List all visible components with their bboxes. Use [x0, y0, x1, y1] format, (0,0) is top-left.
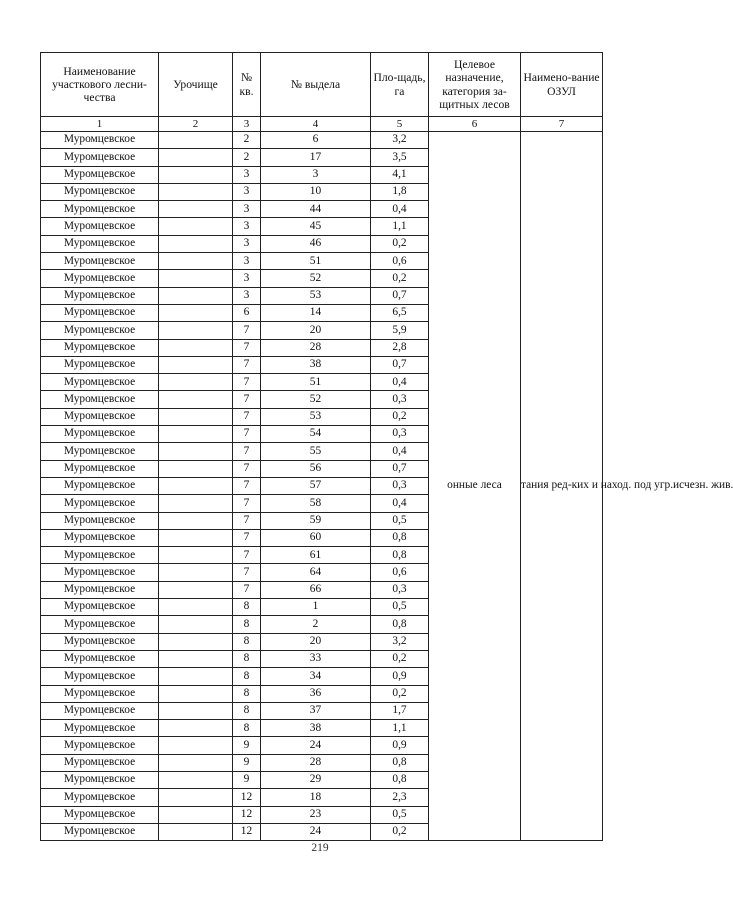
area-cell: 0,8	[371, 529, 429, 546]
quarter-cell: 7	[233, 443, 261, 460]
tract-cell	[159, 529, 233, 546]
quarter-cell: 8	[233, 720, 261, 737]
forestry-name-cell: Муромцевское	[41, 754, 159, 771]
allotment-cell: 46	[261, 235, 371, 252]
column-number: 2	[159, 117, 233, 132]
tract-cell	[159, 668, 233, 685]
quarter-cell: 3	[233, 218, 261, 235]
tract-cell	[159, 477, 233, 494]
forestry-name-cell: Муромцевское	[41, 460, 159, 477]
quarter-cell: 7	[233, 529, 261, 546]
allotment-cell: 36	[261, 685, 371, 702]
header-forestry-name: Наименование участкового лесни-чества	[41, 53, 159, 117]
area-cell: 0,8	[371, 616, 429, 633]
quarter-cell: 9	[233, 737, 261, 754]
allotment-cell: 51	[261, 374, 371, 391]
area-cell: 0,2	[371, 685, 429, 702]
quarter-cell: 8	[233, 599, 261, 616]
allotment-cell: 10	[261, 183, 371, 200]
allotment-cell: 24	[261, 823, 371, 840]
forestry-name-cell: Муромцевское	[41, 633, 159, 650]
quarter-cell: 8	[233, 668, 261, 685]
forestry-name-cell: Муромцевское	[41, 339, 159, 356]
tract-cell	[159, 547, 233, 564]
area-cell: 1,7	[371, 702, 429, 719]
allotment-cell: 53	[261, 287, 371, 304]
forestry-name-cell: Муромцевское	[41, 408, 159, 425]
tract-cell	[159, 339, 233, 356]
allotment-cell: 34	[261, 668, 371, 685]
column-number: 3	[233, 117, 261, 132]
quarter-cell: 2	[233, 132, 261, 149]
tract-cell	[159, 616, 233, 633]
quarter-cell: 7	[233, 460, 261, 477]
area-cell: 0,9	[371, 668, 429, 685]
table-row	[41, 132, 603, 149]
allotment-cell: 18	[261, 789, 371, 806]
allotment-cell: 64	[261, 564, 371, 581]
area-cell: 0,4	[371, 495, 429, 512]
forest-plots-table	[40, 52, 733, 841]
forestry-name-cell: Муромцевское	[41, 668, 159, 685]
forestry-name-cell: Муромцевское	[41, 564, 159, 581]
allotment-cell: 20	[261, 322, 371, 339]
allotment-cell: 38	[261, 720, 371, 737]
tract-cell	[159, 737, 233, 754]
quarter-cell: 8	[233, 650, 261, 667]
quarter-cell: 3	[233, 166, 261, 183]
tract-cell	[159, 426, 233, 443]
area-cell: 3,5	[371, 149, 429, 166]
area-cell: 0,6	[371, 253, 429, 270]
allotment-cell: 17	[261, 149, 371, 166]
tract-cell	[159, 564, 233, 581]
tract-cell	[159, 235, 233, 252]
tract-cell	[159, 512, 233, 529]
forestry-name-cell: Муромцевское	[41, 477, 159, 494]
forestry-name-cell: Муромцевское	[41, 201, 159, 218]
area-cell: 0,4	[371, 201, 429, 218]
forestry-name-cell: Муромцевское	[41, 287, 159, 304]
tract-cell	[159, 443, 233, 460]
header-allotment-number: № выдела	[261, 53, 371, 117]
forestry-name-cell: Муромцевское	[41, 789, 159, 806]
area-cell: 0,2	[371, 235, 429, 252]
area-cell: 0,3	[371, 477, 429, 494]
area-cell: 0,3	[371, 581, 429, 598]
tract-cell	[159, 702, 233, 719]
tract-cell	[159, 253, 233, 270]
allotment-cell: 20	[261, 633, 371, 650]
quarter-cell: 7	[233, 426, 261, 443]
tract-cell	[159, 218, 233, 235]
quarter-cell: 8	[233, 616, 261, 633]
tract-cell	[159, 771, 233, 788]
column-number: 6	[429, 117, 521, 132]
quarter-cell: 12	[233, 823, 261, 840]
allotment-cell: 56	[261, 460, 371, 477]
tract-cell	[159, 183, 233, 200]
allotment-cell: 55	[261, 443, 371, 460]
quarter-cell: 9	[233, 771, 261, 788]
forestry-name-cell: Муромцевское	[41, 737, 159, 754]
tract-cell	[159, 391, 233, 408]
area-cell: 4,1	[371, 166, 429, 183]
area-cell: 5,9	[371, 322, 429, 339]
forestry-name-cell: Муромцевское	[41, 304, 159, 321]
allotment-cell: 37	[261, 702, 371, 719]
tract-cell	[159, 789, 233, 806]
area-cell: 2,3	[371, 789, 429, 806]
forestry-name-cell: Муромцевское	[41, 806, 159, 823]
forestry-name-cell: Муромцевское	[41, 650, 159, 667]
allotment-cell: 29	[261, 771, 371, 788]
quarter-cell: 7	[233, 374, 261, 391]
forestry-name-cell: Муромцевское	[41, 720, 159, 737]
area-cell: 0,8	[371, 771, 429, 788]
allotment-cell: 2	[261, 616, 371, 633]
area-cell: 0,7	[371, 287, 429, 304]
allotment-cell: 1	[261, 599, 371, 616]
allotment-cell: 59	[261, 512, 371, 529]
forestry-name-cell: Муромцевское	[41, 512, 159, 529]
allotment-cell: 58	[261, 495, 371, 512]
area-cell: 0,2	[371, 650, 429, 667]
tract-cell	[159, 720, 233, 737]
allotment-cell: 23	[261, 806, 371, 823]
forestry-name-cell: Муромцевское	[41, 374, 159, 391]
forestry-name-cell: Муромцевское	[41, 443, 159, 460]
tract-cell	[159, 633, 233, 650]
allotment-cell: 51	[261, 253, 371, 270]
forestry-name-cell: Муромцевское	[41, 771, 159, 788]
quarter-cell: 7	[233, 547, 261, 564]
tract-cell	[159, 166, 233, 183]
quarter-cell: 3	[233, 270, 261, 287]
tract-cell	[159, 460, 233, 477]
allotment-cell: 28	[261, 339, 371, 356]
quarter-cell: 12	[233, 806, 261, 823]
forestry-name-cell: Муромцевское	[41, 391, 159, 408]
header-quarter-number: № кв.	[233, 53, 261, 117]
area-cell: 1,1	[371, 720, 429, 737]
tract-cell	[159, 806, 233, 823]
tract-cell	[159, 356, 233, 373]
allotment-cell: 33	[261, 650, 371, 667]
area-cell: 2,8	[371, 339, 429, 356]
forestry-name-cell: Муромцевское	[41, 183, 159, 200]
area-cell: 0,7	[371, 356, 429, 373]
tract-cell	[159, 408, 233, 425]
tract-cell	[159, 149, 233, 166]
allotment-cell: 24	[261, 737, 371, 754]
forestry-name-cell: Муромцевское	[41, 599, 159, 616]
allotment-cell: 44	[261, 201, 371, 218]
allotment-cell: 52	[261, 270, 371, 287]
tract-cell	[159, 650, 233, 667]
quarter-cell: 7	[233, 495, 261, 512]
forestry-name-cell: Муромцевское	[41, 149, 159, 166]
area-cell: 0,5	[371, 806, 429, 823]
tract-cell	[159, 322, 233, 339]
area-cell: 0,2	[371, 408, 429, 425]
forestry-name-cell: Муромцевское	[41, 547, 159, 564]
area-cell: 1,1	[371, 218, 429, 235]
header-area: Пло-щадь, га	[371, 53, 429, 117]
forestry-name-cell: Муромцевское	[41, 616, 159, 633]
area-cell: 3,2	[371, 633, 429, 650]
quarter-cell: 3	[233, 235, 261, 252]
quarter-cell: 9	[233, 754, 261, 771]
forestry-name-cell: Муромцевское	[41, 253, 159, 270]
tract-cell	[159, 304, 233, 321]
forestry-name-cell: Муромцевское	[41, 132, 159, 149]
allotment-cell: 38	[261, 356, 371, 373]
area-cell: 1,8	[371, 183, 429, 200]
area-cell: 0,3	[371, 391, 429, 408]
forestry-name-cell: Муромцевское	[41, 235, 159, 252]
purpose-category-cell: онные леса	[429, 132, 521, 841]
allotment-cell: 66	[261, 581, 371, 598]
allotment-cell: 14	[261, 304, 371, 321]
forestry-name-cell: Муромцевское	[41, 166, 159, 183]
tract-cell	[159, 754, 233, 771]
quarter-cell: 3	[233, 287, 261, 304]
allotment-cell: 6	[261, 132, 371, 149]
allotment-cell: 54	[261, 426, 371, 443]
column-number: 1	[41, 117, 159, 132]
forestry-name-cell: Муромцевское	[41, 426, 159, 443]
forestry-name-cell: Муромцевское	[41, 495, 159, 512]
area-cell: 0,6	[371, 564, 429, 581]
quarter-cell: 2	[233, 149, 261, 166]
forestry-name-cell: Муромцевское	[41, 356, 159, 373]
area-cell: 0,9	[371, 737, 429, 754]
tract-cell	[159, 287, 233, 304]
column-numbers-row	[41, 117, 603, 132]
area-cell: 0,2	[371, 270, 429, 287]
tract-cell	[159, 201, 233, 218]
quarter-cell: 7	[233, 512, 261, 529]
allotment-cell: 61	[261, 547, 371, 564]
forestry-name-cell: Муромцевское	[41, 218, 159, 235]
quarter-cell: 7	[233, 477, 261, 494]
quarter-cell: 7	[233, 408, 261, 425]
quarter-cell: 8	[233, 633, 261, 650]
area-cell: 3,2	[371, 132, 429, 149]
column-number: 4	[261, 117, 371, 132]
allotment-cell: 45	[261, 218, 371, 235]
quarter-cell: 3	[233, 253, 261, 270]
tract-cell	[159, 823, 233, 840]
header-tract: Урочище	[159, 53, 233, 117]
tract-cell	[159, 685, 233, 702]
forestry-name-cell: Муромцевское	[41, 529, 159, 546]
tract-cell	[159, 599, 233, 616]
tract-cell	[159, 374, 233, 391]
quarter-cell: 7	[233, 339, 261, 356]
area-cell: 6,5	[371, 304, 429, 321]
quarter-cell: 6	[233, 304, 261, 321]
area-cell: 0,5	[371, 599, 429, 616]
forestry-name-cell: Муромцевское	[41, 823, 159, 840]
quarter-cell: 7	[233, 322, 261, 339]
allotment-cell: 28	[261, 754, 371, 771]
forestry-name-cell: Муромцевское	[41, 702, 159, 719]
area-cell: 0,8	[371, 754, 429, 771]
quarter-cell: 8	[233, 702, 261, 719]
column-number: 5	[371, 117, 429, 132]
allotment-cell: 60	[261, 529, 371, 546]
area-cell: 0,3	[371, 426, 429, 443]
quarter-cell: 7	[233, 581, 261, 598]
quarter-cell: 3	[233, 201, 261, 218]
header-purpose-category: Целевое назначение, категория за-щитных лесов	[429, 53, 521, 117]
header-ozul-name: Наимено-вание ОЗУЛ	[521, 53, 603, 117]
tract-cell	[159, 581, 233, 598]
quarter-cell: 7	[233, 391, 261, 408]
area-cell: 0,4	[371, 443, 429, 460]
allotment-cell: 52	[261, 391, 371, 408]
forestry-name-cell: Муромцевское	[41, 322, 159, 339]
quarter-cell: 8	[233, 685, 261, 702]
area-cell: 0,2	[371, 823, 429, 840]
area-cell: 0,8	[371, 547, 429, 564]
tract-cell	[159, 270, 233, 287]
header-row	[41, 53, 603, 117]
quarter-cell: 3	[233, 183, 261, 200]
quarter-cell: 7	[233, 356, 261, 373]
area-cell: 0,5	[371, 512, 429, 529]
forestry-name-cell: Муромцевское	[41, 581, 159, 598]
allotment-cell: 57	[261, 477, 371, 494]
quarter-cell: 7	[233, 564, 261, 581]
tract-cell	[159, 132, 233, 149]
forestry-name-cell: Муромцевское	[41, 270, 159, 287]
allotment-cell: 53	[261, 408, 371, 425]
forestry-name-cell: Муромцевское	[41, 685, 159, 702]
quarter-cell: 12	[233, 789, 261, 806]
tract-cell	[159, 495, 233, 512]
area-cell: 0,4	[371, 374, 429, 391]
column-number: 7	[521, 117, 603, 132]
ozul-name-cell: тания ред-ких и наход. под угр.исчезн. жив.	[521, 132, 603, 841]
area-cell: 0,7	[371, 460, 429, 477]
allotment-cell: 3	[261, 166, 371, 183]
page-number: 219	[311, 842, 329, 854]
